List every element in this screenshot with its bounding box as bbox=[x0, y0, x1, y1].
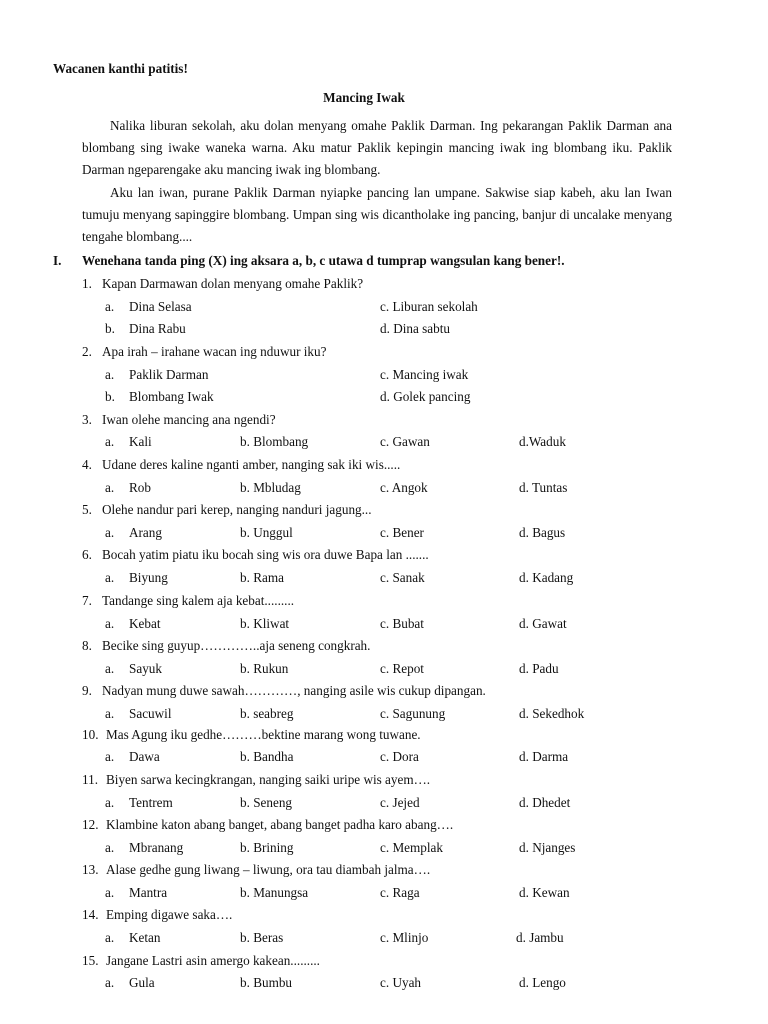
option-text: c. Jejed bbox=[380, 795, 420, 810]
option-c[interactable] bbox=[380, 749, 419, 765]
question-text: Alase gedhe gung liwang – liwung, ora tau diambah jalma…. bbox=[106, 862, 431, 877]
option-text: d. Sekedhok bbox=[519, 706, 585, 721]
option-text: Dina Rabu bbox=[129, 321, 186, 336]
question-11 bbox=[82, 772, 430, 788]
question-text: Biyen sarwa kecingkrangan, nanging saiki uripe wis ayem…. bbox=[106, 772, 431, 787]
question-1 bbox=[82, 276, 363, 292]
option-c[interactable] bbox=[380, 434, 430, 450]
option-text: c. Uyah bbox=[380, 975, 422, 990]
question-5 bbox=[82, 502, 372, 518]
option-a[interactable] bbox=[105, 480, 151, 496]
option-text: b. Rama bbox=[240, 570, 284, 585]
option-text: d. Darma bbox=[519, 749, 569, 764]
option-text: Tentrem bbox=[129, 795, 173, 810]
option-text: c. Bubat bbox=[380, 616, 424, 631]
option-a[interactable] bbox=[105, 795, 173, 811]
option-letter: a. bbox=[105, 616, 115, 631]
option-text: Mantra bbox=[129, 885, 168, 900]
question-number: 11. bbox=[82, 772, 98, 787]
story-paragraph-1: Nalika liburan sekolah, aku dolan menyang omahe Paklik Darman. Ing pekarangan Paklik Darman ana blombang sing iwake waneka warna. Aku matur Paklik kepingin mancing iwak ing blombang iku. Paklik Darman ngeparengake aku mancing iwak ing blombang. bbox=[82, 118, 672, 178]
option-text: c. Repot bbox=[380, 661, 424, 676]
option-d[interactable] bbox=[380, 389, 470, 405]
story-paragraph-2: Aku lan iwan, purane Paklik Darman nyiapke pancing lan umpane. Sakwise siap kabeh, aku lan Iwan tumuju menyang sapinggire blombang. Umpan sing wis dicantholake ing pancing, banjur di uncalake menyang tengahe blombang.... bbox=[82, 184, 672, 245]
question-number: 15. bbox=[82, 953, 99, 968]
option-c[interactable] bbox=[380, 706, 445, 722]
question-text: Emping digawe saka…. bbox=[106, 907, 233, 922]
option-text: b. Mbludag bbox=[240, 480, 301, 495]
question-7 bbox=[82, 593, 294, 609]
option-d[interactable] bbox=[519, 616, 567, 632]
option-text: Sayuk bbox=[129, 661, 162, 676]
option-letter: a. bbox=[105, 661, 115, 676]
option-a[interactable] bbox=[105, 706, 172, 722]
option-text: Arang bbox=[129, 525, 162, 540]
question-text: Bocah yatim piatu iku bocah sing wis ora duwe Bapa lan ....... bbox=[102, 547, 429, 562]
option-text: d. Lengo bbox=[519, 975, 566, 990]
instruction-title: Wacanen kanthi patitis! bbox=[53, 61, 188, 76]
question-number: 7. bbox=[82, 593, 92, 608]
option-d[interactable] bbox=[519, 434, 566, 450]
option-a[interactable] bbox=[105, 570, 168, 586]
option-b[interactable] bbox=[240, 930, 283, 946]
option-c[interactable] bbox=[380, 795, 420, 811]
question-number: 14. bbox=[82, 907, 99, 922]
option-text: d. Tuntas bbox=[519, 480, 568, 495]
option-letter: a. bbox=[105, 367, 115, 382]
question-number: 10. bbox=[82, 727, 99, 742]
question-10 bbox=[82, 727, 421, 743]
option-text: Blombang Iwak bbox=[129, 389, 214, 404]
option-letter: a. bbox=[105, 525, 115, 540]
option-text: c. Gawan bbox=[380, 434, 430, 449]
question-text: Nadyan mung duwe sawah…………, nanging asile wis cukup dipangan. bbox=[102, 683, 486, 698]
option-text: d. Kadang bbox=[519, 570, 574, 585]
option-a[interactable] bbox=[105, 616, 161, 632]
option-c[interactable] bbox=[380, 367, 468, 383]
question-12 bbox=[82, 817, 453, 833]
option-text: d.Waduk bbox=[519, 434, 566, 449]
option-text: Kali bbox=[129, 434, 152, 449]
option-text: d. Kewan bbox=[519, 885, 570, 900]
question-text: Jangane Lastri asin amergo kakean......... bbox=[106, 953, 320, 968]
option-d[interactable] bbox=[519, 975, 566, 991]
option-letter: a. bbox=[105, 749, 115, 764]
question-15 bbox=[82, 953, 320, 969]
option-text: c. Dora bbox=[380, 749, 419, 764]
option-text: Dawa bbox=[129, 749, 160, 764]
option-d[interactable] bbox=[519, 749, 568, 765]
option-text: b. Beras bbox=[240, 930, 284, 945]
option-c[interactable] bbox=[380, 299, 478, 315]
option-b[interactable] bbox=[240, 885, 308, 901]
question-number: 13. bbox=[82, 862, 99, 877]
question-6 bbox=[82, 547, 429, 563]
option-text: d. Bagus bbox=[519, 525, 566, 540]
option-c[interactable] bbox=[380, 616, 424, 632]
question-number: 2. bbox=[82, 344, 92, 359]
question-text: Mas Agung iku gedhe………bektine marang wong tuwane. bbox=[106, 727, 421, 742]
option-text: Sacuwil bbox=[129, 706, 172, 721]
question-number: 12. bbox=[82, 817, 99, 832]
option-text: c. Memplak bbox=[380, 840, 443, 855]
option-text: c. Mlinjo bbox=[380, 930, 429, 945]
question-number: 6. bbox=[82, 547, 92, 562]
option-d[interactable] bbox=[519, 795, 570, 811]
option-a[interactable] bbox=[105, 885, 167, 901]
option-text: d. Njanges bbox=[519, 840, 576, 855]
option-a[interactable] bbox=[105, 661, 162, 677]
option-text: Mbranang bbox=[129, 840, 184, 855]
question-number: 1. bbox=[82, 276, 92, 291]
option-c[interactable] bbox=[380, 570, 425, 586]
option-c[interactable] bbox=[380, 885, 420, 901]
question-number: 5. bbox=[82, 502, 92, 517]
option-b[interactable] bbox=[240, 480, 301, 496]
question-text: Iwan olehe mancing ana ngendi? bbox=[102, 412, 276, 427]
question-text: Klambine katon abang banget, abang banget padha karo abang…. bbox=[106, 817, 454, 832]
question-text: Kapan Darmawan dolan menyang omahe Paklik? bbox=[102, 276, 364, 291]
option-d[interactable] bbox=[519, 840, 575, 856]
option-letter: b. bbox=[105, 389, 115, 404]
option-text: b. Seneng bbox=[240, 795, 293, 810]
option-letter: a. bbox=[105, 299, 115, 314]
option-b[interactable] bbox=[240, 434, 308, 450]
section-numeral: I. bbox=[53, 253, 62, 268]
option-a[interactable] bbox=[105, 525, 162, 541]
option-text: Dina Selasa bbox=[129, 299, 192, 314]
option-c[interactable] bbox=[380, 930, 428, 946]
option-a[interactable] bbox=[105, 367, 208, 383]
option-b[interactable] bbox=[240, 661, 288, 677]
question-13 bbox=[82, 862, 430, 878]
option-text: b. Kliwat bbox=[240, 616, 290, 631]
option-d[interactable] bbox=[519, 525, 565, 541]
option-text: d. Dina sabtu bbox=[380, 321, 450, 336]
option-text: d. Golek pancing bbox=[380, 389, 471, 404]
question-14 bbox=[82, 907, 232, 923]
question-text: Becike sing guyup…………..aja seneng congkrah. bbox=[102, 638, 371, 653]
question-8 bbox=[82, 638, 370, 654]
option-d[interactable] bbox=[519, 885, 570, 901]
question-text: Olehe nandur pari kerep, nanging nanduri jagung... bbox=[102, 502, 372, 517]
option-text: c. Mancing iwak bbox=[380, 367, 469, 382]
option-letter: a. bbox=[105, 570, 115, 585]
option-text: c. Sanak bbox=[380, 570, 425, 585]
story-text bbox=[82, 115, 672, 248]
question-number: 8. bbox=[82, 638, 92, 653]
option-letter: a. bbox=[105, 795, 115, 810]
option-text: b. Rukun bbox=[240, 661, 289, 676]
option-b[interactable] bbox=[240, 525, 293, 541]
option-letter: a. bbox=[105, 434, 115, 449]
option-text: b. Bumbu bbox=[240, 975, 293, 990]
option-text: b. Unggul bbox=[240, 525, 293, 540]
option-text: Paklik Darman bbox=[129, 367, 209, 382]
option-c[interactable] bbox=[380, 480, 428, 496]
option-b[interactable] bbox=[105, 389, 214, 405]
option-text: Biyung bbox=[129, 570, 168, 585]
option-text: c. Sagunung bbox=[380, 706, 446, 721]
option-b[interactable] bbox=[105, 321, 186, 337]
option-text: b. Bandha bbox=[240, 749, 294, 764]
option-text: c. Liburan sekolah bbox=[380, 299, 478, 314]
option-text: d. Padu bbox=[519, 661, 559, 676]
question-9 bbox=[82, 683, 486, 699]
option-text: b. seabreg bbox=[240, 706, 294, 721]
option-d[interactable] bbox=[519, 706, 584, 722]
option-letter: a. bbox=[105, 840, 115, 855]
option-text: d. Dhedet bbox=[519, 795, 571, 810]
option-b[interactable] bbox=[240, 975, 292, 991]
option-text: Rob bbox=[129, 480, 151, 495]
option-b[interactable] bbox=[240, 840, 293, 856]
question-number: 3. bbox=[82, 412, 92, 427]
option-text: d. Gawat bbox=[519, 616, 567, 631]
option-c[interactable] bbox=[380, 525, 424, 541]
question-text: Udane deres kaline nganti amber, nanging sak iki wis..... bbox=[102, 457, 401, 472]
option-d[interactable] bbox=[516, 930, 564, 946]
question-3 bbox=[82, 412, 276, 428]
option-b[interactable] bbox=[240, 795, 292, 811]
option-a[interactable] bbox=[105, 434, 152, 450]
option-text: Ketan bbox=[129, 930, 161, 945]
question-2 bbox=[82, 344, 326, 360]
option-d[interactable] bbox=[519, 480, 567, 496]
option-a[interactable] bbox=[105, 840, 183, 856]
option-text: c. Raga bbox=[380, 885, 420, 900]
option-b[interactable] bbox=[240, 616, 289, 632]
option-c[interactable] bbox=[380, 840, 443, 856]
option-a[interactable] bbox=[105, 975, 155, 991]
option-letter: b. bbox=[105, 321, 115, 336]
question-number: 4. bbox=[82, 457, 92, 472]
option-text: b. Brining bbox=[240, 840, 294, 855]
option-b[interactable] bbox=[240, 706, 293, 722]
story-title: Mancing Iwak bbox=[323, 90, 405, 105]
question-text: Apa irah – irahane wacan ing nduwur iku? bbox=[102, 344, 327, 359]
option-text: c. Angok bbox=[380, 480, 428, 495]
option-text: b. Manungsa bbox=[240, 885, 309, 900]
question-text: Tandange sing kalem aja kebat......... bbox=[102, 593, 295, 608]
option-d[interactable] bbox=[380, 321, 450, 337]
option-c[interactable] bbox=[380, 661, 424, 677]
option-text: c. Bener bbox=[380, 525, 424, 540]
option-text: d. Jambu bbox=[516, 930, 564, 945]
option-letter: a. bbox=[105, 885, 115, 900]
question-4 bbox=[82, 457, 400, 473]
option-letter: a. bbox=[105, 975, 115, 990]
option-d[interactable] bbox=[519, 570, 573, 586]
section-heading-text: Wenehana tanda ping (X) ing aksara a, b, c utawa d tumprap wangsulan kang bener!. bbox=[82, 253, 565, 268]
option-d[interactable] bbox=[519, 661, 559, 677]
option-letter: a. bbox=[105, 930, 115, 945]
option-text: Gula bbox=[129, 975, 155, 990]
option-a[interactable] bbox=[105, 299, 192, 315]
option-letter: a. bbox=[105, 480, 115, 495]
option-text: Kebat bbox=[129, 616, 161, 631]
option-a[interactable] bbox=[105, 749, 160, 765]
option-b[interactable] bbox=[240, 749, 293, 765]
option-text: b. Blombang bbox=[240, 434, 309, 449]
question-number: 9. bbox=[82, 683, 92, 698]
option-c[interactable] bbox=[380, 975, 421, 991]
option-letter: a. bbox=[105, 706, 115, 721]
option-a[interactable] bbox=[105, 930, 161, 946]
section-heading bbox=[53, 253, 565, 269]
option-b[interactable] bbox=[240, 570, 284, 586]
